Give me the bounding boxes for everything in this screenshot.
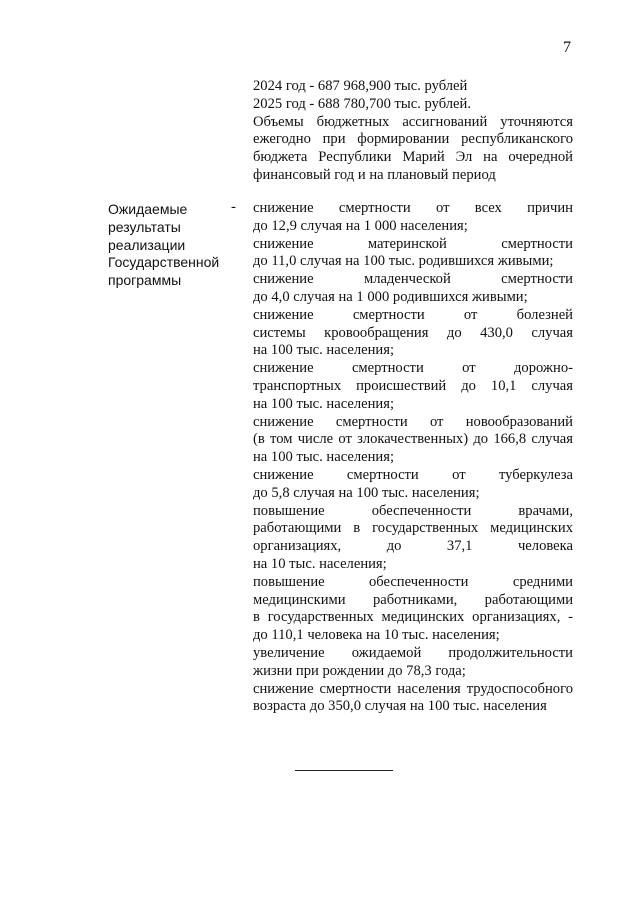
- result-line: в государственных медицинских организациях, -: [253, 609, 573, 626]
- result-line: на 100 тыс. населения;: [253, 342, 394, 359]
- result-line: транспортных происшествий до 10,1 случая: [253, 377, 573, 394]
- budget-note-line: Объемы бюджетных ассигнований уточняются: [253, 113, 573, 130]
- result-line: системы кровообращения до 430,0 случая: [253, 324, 573, 341]
- result-item: [253, 574, 573, 645]
- result-item: [253, 236, 573, 272]
- section-label-line: Государственной: [108, 254, 220, 271]
- budget-note-line: финансовый год и на плановый период: [253, 166, 496, 183]
- result-line: организациях, до 37,1 человека: [253, 538, 573, 555]
- budget-block: [253, 78, 573, 185]
- result-item: [253, 681, 573, 717]
- result-line: снижение смертности от болезней: [253, 306, 573, 323]
- section-label-line: программы: [108, 272, 182, 289]
- budget-note-line: ежегодно при формировании республиканского: [253, 131, 573, 148]
- page-number: 7: [563, 39, 571, 56]
- result-line: возраста до 350,0 случая на 100 тыс. населения: [253, 698, 547, 715]
- result-item: [253, 503, 573, 574]
- result-line: повышение обеспеченности средними: [253, 573, 573, 590]
- label-dash: -: [231, 199, 236, 215]
- result-item: [253, 271, 573, 307]
- budget-note-line: бюджета Республики Марий Эл на очередной: [253, 149, 573, 166]
- section-label: [108, 201, 248, 290]
- result-line: снижение материнской смертности: [253, 235, 573, 252]
- result-line: на 100 тыс. населения;: [253, 395, 394, 412]
- result-line: жизни при рождении до 78,3 года;: [253, 662, 466, 679]
- expected-results-list: [253, 200, 573, 716]
- result-item: [253, 307, 573, 360]
- section-label-line: результаты: [108, 218, 181, 235]
- result-line: на 100 тыс. населения;: [253, 449, 394, 466]
- result-line: снижение младенческой смертности: [253, 271, 573, 288]
- result-item: [253, 200, 573, 236]
- result-item: [253, 414, 573, 467]
- result-line: до 11,0 случая на 100 тыс. родившихся живыми;: [253, 253, 554, 270]
- result-line: (в том числе от злокачественных) до 166,8 случая: [253, 431, 573, 448]
- result-line: работающими в государственных медицинских: [253, 520, 573, 537]
- result-item: [253, 360, 573, 413]
- budget-line-2025: 2025 год - 688 780,700 тыс. рублей.: [253, 95, 471, 112]
- result-line: до 4,0 случая на 1 000 родившихся живыми;: [253, 288, 528, 305]
- section-label-line: реализации: [108, 236, 186, 253]
- budget-line-2024: 2024 год - 687 968,900 тыс. рублей: [253, 78, 468, 94]
- result-item: [253, 467, 573, 503]
- result-line: до 12,9 случая на 1 000 населения;: [253, 217, 468, 234]
- result-line: снижение смертности от туберкулеза: [253, 466, 573, 483]
- result-line: до 5,8 случая на 100 тыс. населения;: [253, 484, 480, 501]
- result-line: снижение смертности от дорожно-: [253, 360, 573, 377]
- result-line: на 10 тыс. населения;: [253, 555, 387, 572]
- result-line: снижение смертности от всех причин: [253, 200, 573, 216]
- footer-rule: [295, 770, 393, 771]
- result-line: повышение обеспеченности врачами,: [253, 502, 573, 519]
- result-line: медицинскими работниками, работающими: [253, 591, 573, 608]
- result-line: снижение смертности от новообразований: [253, 413, 573, 430]
- result-line: снижение смертности населения трудоспособного: [253, 680, 573, 697]
- section-label-line: Ожидаемые: [108, 201, 188, 217]
- result-line: увеличение ожидаемой продолжительности: [253, 644, 573, 661]
- result-item: [253, 645, 573, 681]
- result-line: до 110,1 человека на 10 тыс. населения;: [253, 627, 500, 644]
